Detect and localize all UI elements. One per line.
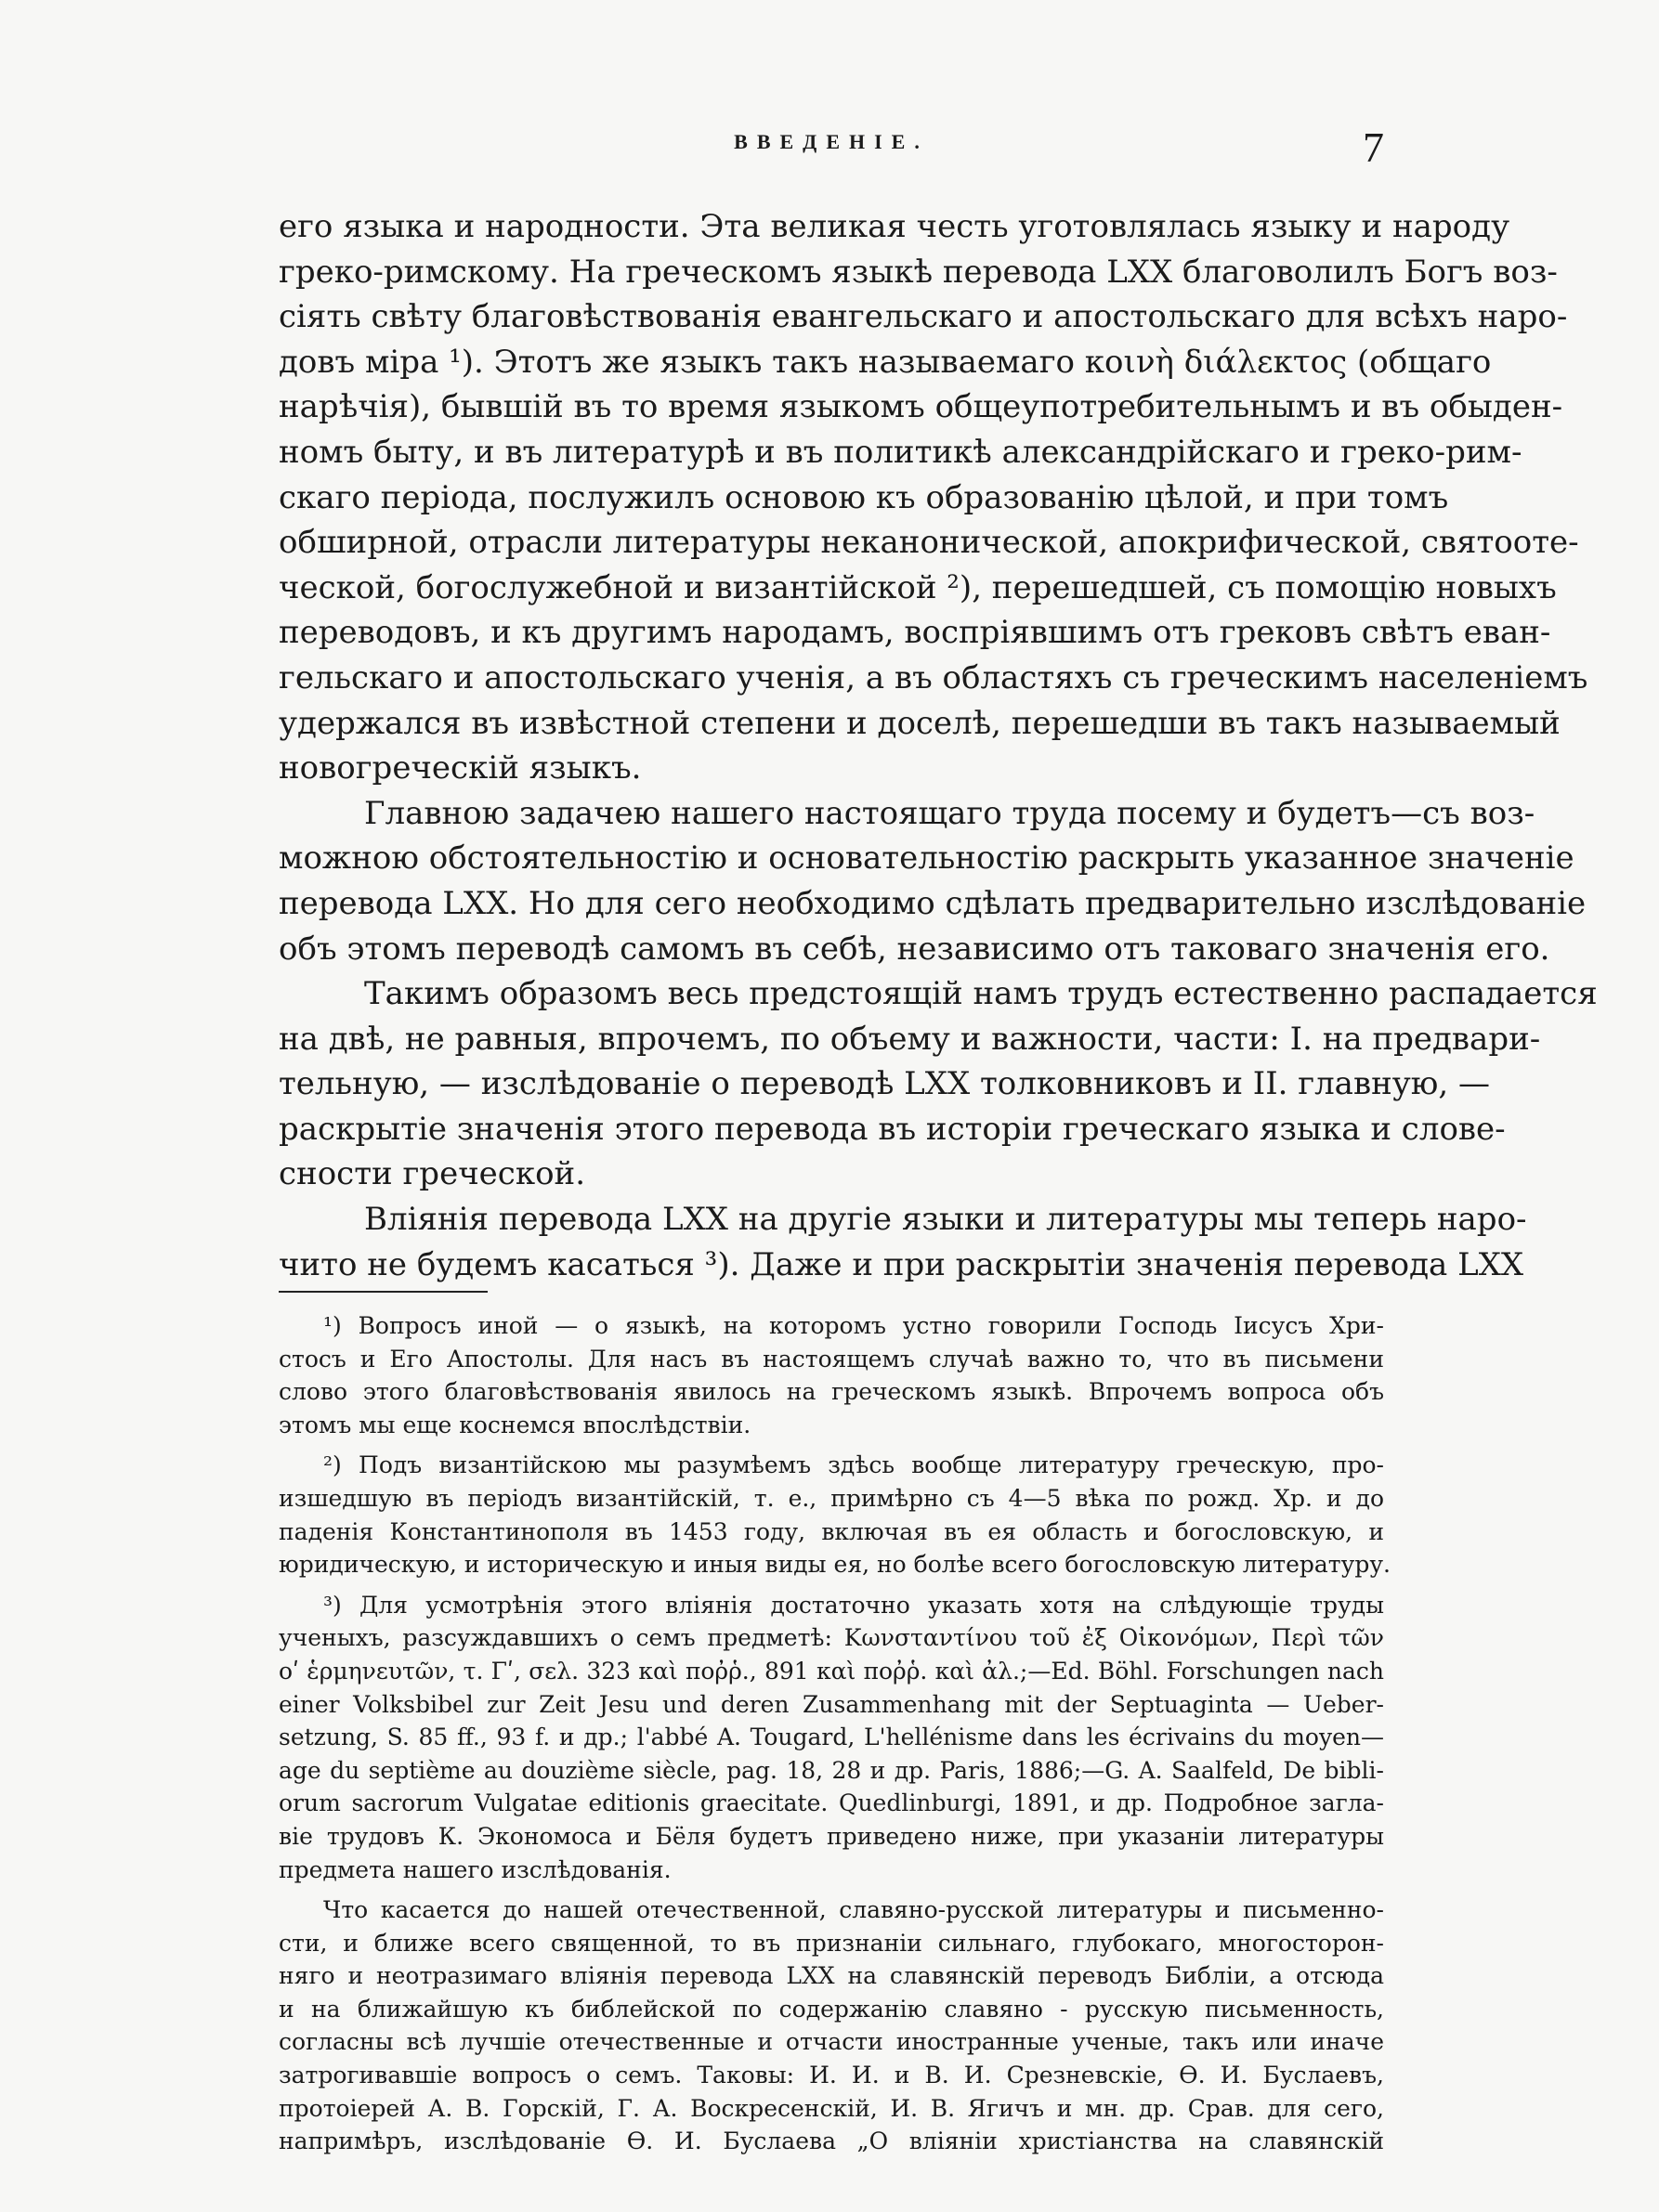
text-line: чито не будемъ касаться ³). Даже и при раскрытiи значенiя перевода LXX: [279, 1245, 1524, 1283]
text-line: нарѣчiя), бывшiй въ то время языкомъ общеупотребительнымъ и въ обыден-: [279, 388, 1563, 426]
running-head: [279, 123, 1384, 178]
text-line: его языка и народности. Эта великая честь уготовлялась языку и народу: [279, 208, 1510, 245]
footnote: [279, 1893, 1384, 2158]
footnote-separator: [279, 1291, 488, 1293]
text-line: можною обстоятельностiю и основательностiю раскрыть указанное значенiе: [279, 839, 1574, 878]
text-line: удержался въ извѣстной степени и доселѣ, перешедши въ такъ называемый: [279, 704, 1561, 742]
page-number: 7: [1363, 124, 1384, 171]
footnote-line: протоiерей А. В. Горскiй, Г. А. Воскресенскiй, И. В. Ягичъ и мн. др. Срав. для сего,: [279, 2094, 1384, 2122]
text-line: сности греческой.: [279, 1155, 586, 1193]
text-line: перевода LXX. Но для сего необходимо сдѣлать предварительно изслѣдованiе: [279, 884, 1587, 922]
footnote-line: стосъ и Его Апостолы. Для насъ въ настоящемъ случаѣ важно то, что въ письмени: [279, 1345, 1384, 1373]
text-line: сiять свѣту благовѣствованiя евангельскаго и апостольскаго для всѣхъ наро-: [279, 298, 1568, 336]
footnote-line: ³) Для усмотрѣнiя этого влiянiя достаточно указать хотя на слѣдующiе труды: [323, 1591, 1384, 1619]
footnote: [279, 1449, 1391, 1581]
text-line: объ этомъ переводѣ самомъ въ себѣ, независимо отъ таковаго значенiя его.: [279, 930, 1550, 968]
running-title: ВВЕДЕНIЕ.: [734, 130, 929, 153]
text-line: скаго перiода, послужилъ основою къ образованiю цѣлой, и при томъ: [279, 478, 1449, 516]
footnote-line: затрогивавшiе вопросъ о семъ. Таковы: И. И. и В. И. Срезневскiе, Ѳ. И. Буслаевъ,: [279, 2062, 1384, 2089]
text-line: гельскаго и апостольскаго ученiя, а въ областяхъ съ греческимъ населенiемъ: [279, 658, 1588, 696]
text-line: переводовъ, и къ другимъ народамъ, воспрiявшимъ отъ грековъ свѣтъ еван-: [279, 614, 1551, 652]
footnote-line: изшедшую въ перiодъ византiйскiй, т. е., примѣрно съ 4—5 вѣка по рожд. Хр. и до: [279, 1484, 1384, 1512]
text-line: номъ быту, и въ литературѣ и въ политикѣ александрiйскаго и греко-рим-: [279, 433, 1522, 471]
footnote-line: сти, и ближе всего священной, то въ признанiи сильнаго, глубокаго, многосторон-: [279, 1929, 1384, 1957]
text-line: тельную, — изслѣдованiе о переводѣ LXX толковниковъ и II. главную, —: [279, 1065, 1490, 1103]
text-line: довъ мiра ¹). Этотъ же языкъ такъ называемаго κοινὴ διάλεκτος (общаго: [279, 343, 1492, 381]
footnote-line: няго и неотразимаго влiянiя перевода LXX на славянскiй переводъ Библiи, а отсюда: [279, 1962, 1384, 1990]
footnote: [279, 1309, 1384, 1441]
footnote-line: паденiя Константинополя въ 1453 году, включая въ ея область и богословскую, и: [279, 1517, 1384, 1545]
text-line: новогреческiй языкъ.: [279, 749, 642, 787]
text-line: ческой, богослужебной и византiйской ²), перешедшей, съ помощiю новыхъ: [279, 568, 1557, 606]
footnote-line: age du septième au douzième siècle, pag. 18, 28 и др. Paris, 1886;—G. A. Saalfeld, De bibli-: [279, 1756, 1384, 1784]
text-line: Главною задачею нашего настоящаго труда посему и будетъ—съ воз-: [364, 794, 1535, 832]
text-line: греко-римскому. На греческомъ языкѣ перевода LXX благоволилъ Богъ воз-: [279, 253, 1558, 291]
footnote-line: слово этого благовѣствованiя явилось на греческомъ языкѣ. Впрочемъ вопроса объ: [279, 1378, 1384, 1406]
footnote-line: ²) Подъ византiйскою мы разумѣемъ здѣсь вообще литературу греческую, про-: [323, 1451, 1384, 1479]
text-line: обширной, отрасли литературы неканонической, апокрифической, святоотe-: [279, 524, 1579, 562]
footnote-line: ученыхъ, разсуждавшихъ о семъ предметѣ: Κωνσταντίνου τοῦ ἐξ Οἰκονόμων, Περὶ τῶν: [279, 1624, 1384, 1652]
footnote-line: einer Volksbibel zur Zeit Jesu und deren Zusammenhang mit der Septuaginta — Ueber-: [279, 1690, 1384, 1718]
footnote-line: orum sacrorum Vulgatae editionis graecitate. Quedlinburgi, 1891, и др. Подробное загла-: [279, 1789, 1384, 1817]
footnote-line: вiе трудовъ К. Экономоса и Бёля будетъ приведено ниже, при указанiи литературы: [279, 1822, 1384, 1850]
main-text: [279, 204, 1598, 1287]
footnote-line: согласны всѣ лучшiе отечественные и отчасти иностранные ученые, такъ или иначе: [279, 2028, 1384, 2056]
text-line: раскрытiе значенiя этого перевода въ исторiи греческаго языка и слове-: [279, 1110, 1506, 1148]
footnote-line: предмета нашего изслѣдованiя.: [279, 1855, 672, 1883]
footnote-line: и на ближайшую къ библейской по содержанiю славяно - русскую письменность,: [279, 1995, 1384, 2023]
footnote-line: setzung, S. 85 ff., 93 f. и др.; l'abbé A. Tougard, L'hellénisme dans les écrivains du moyen—: [279, 1724, 1384, 1751]
footnote-line: οʹ ἑρμηνευτῶν, τ. Γʹ, σελ. 323 καὶ ποῤῥ., 891 καὶ ποῤῥ. καὶ ἀλ.;—Ed. Böhl. Forschungen nach: [279, 1657, 1384, 1685]
footnote-line: ¹) Вопросъ иной — о языкѣ, на которомъ устно говорили Господь Iисусъ Хри-: [323, 1312, 1384, 1339]
footnote: [279, 1589, 1384, 1886]
text-line: Такимъ образомъ весь предстоящiй намъ трудъ естественно распадается: [364, 975, 1598, 1013]
footnote-line: этомъ мы еще коснемся впослѣдствiи.: [279, 1411, 751, 1438]
footnotes: [279, 1309, 1391, 2158]
footnote-line: напримѣръ, изслѣдованiе Ѳ. И. Буслаева „О влiянiи христiанства на славянскiй: [279, 2127, 1384, 2155]
text-line: Влiянiя перевода LXX на другiе языки и литературы мы теперь наро-: [364, 1201, 1527, 1239]
text-line: на двѣ, не равныя, впрочемъ, по объему и важности, части: I. на предвари-: [279, 1020, 1541, 1058]
footnote-line: Что касается до нашей отечественной, славяно-русской литературы и письменно-: [323, 1896, 1384, 1924]
footnote-line: юридическую, и историческую и иныя виды ея, но болѣе всего богословскую литературу.: [279, 1551, 1391, 1579]
